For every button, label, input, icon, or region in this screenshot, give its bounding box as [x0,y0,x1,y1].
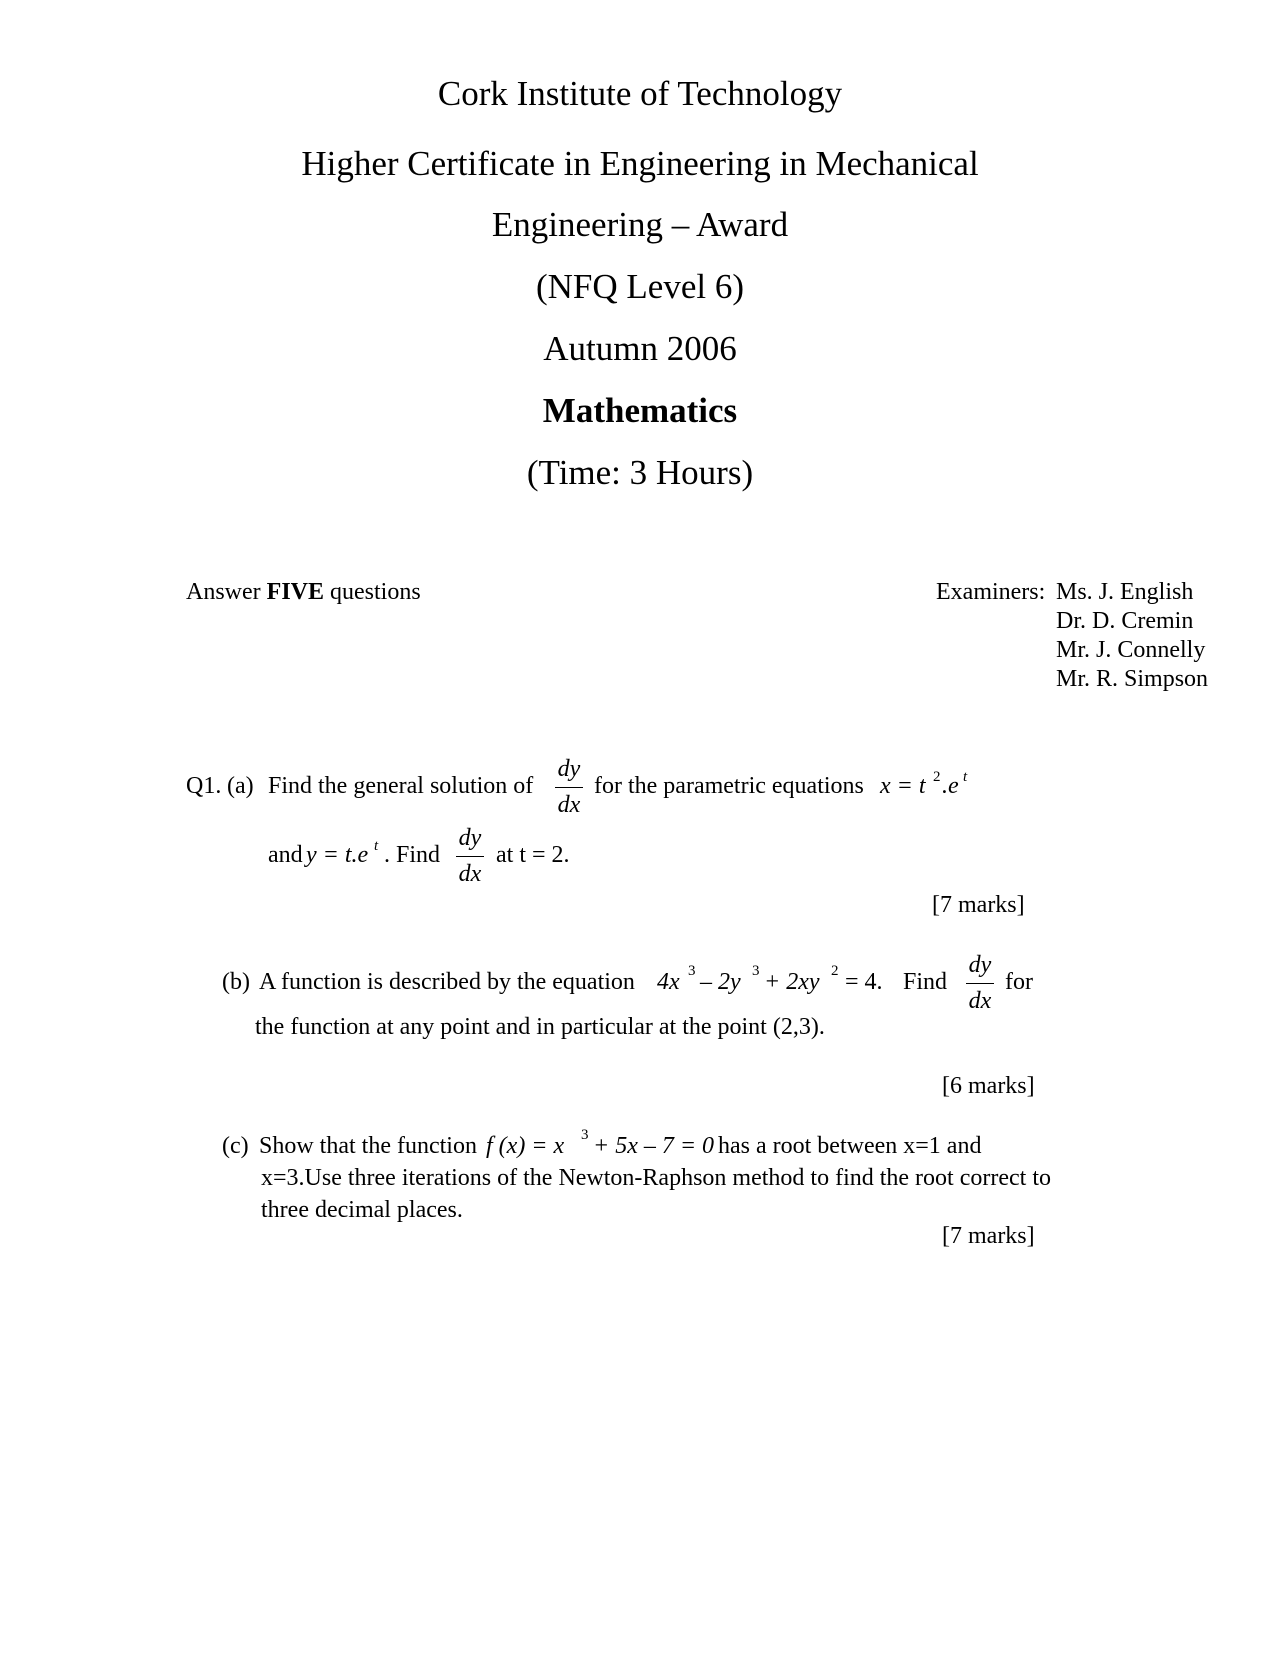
fraction-numerator: dy [968,952,992,978]
examiner-name: Ms. J. English [1056,579,1194,605]
equation-term: – 2y [700,969,741,995]
exponent: 3 [581,1127,589,1143]
exponent: 3 [688,963,696,979]
part-c-text: has a root between x=1 and [718,1133,982,1159]
examiner-name: Mr. R. Simpson [1056,666,1209,692]
part-c-marks: [7 marks] [942,1223,1035,1249]
answer-instruction [186,580,421,604]
equation-term: + 2xy [764,969,820,995]
fraction-numerator: dy [458,825,482,851]
part-b-label: (b) [222,969,250,995]
answer-prefix: Answer [186,579,261,605]
examiners-label: Examiners: [936,579,1046,605]
for-text: for [1005,969,1033,995]
part-b-text-line2: the function at any point and in particular at the point (2,3). [255,1014,825,1040]
part-b-marks: [6 marks] [942,1073,1035,1099]
part-b-text: A function is described by the equation [259,969,635,995]
exam-duration: (Time: 3 Hours) [526,453,754,492]
part-a-label: (a) [227,773,254,799]
examiner-name: Mr. J. Connelly [1056,637,1206,663]
part-a-text: for the parametric equations [594,773,864,799]
answer-count: FIVE [266,579,324,605]
answer-suffix: questions [330,579,421,605]
exponent: t [963,769,968,785]
equation-term: f (x) = x [486,1133,565,1159]
part-c-label: (c) [222,1133,249,1159]
part-a-marks: [7 marks] [932,892,1025,918]
fraction-denominator: dx [968,988,992,1014]
equation-term: = 4. [845,969,883,995]
fraction-bar [456,856,484,857]
exponent: 2 [831,963,839,979]
at-t-text: at t = 2. [496,842,570,868]
part-c-text: Show that the function [259,1133,477,1159]
equation-x-tail: .e [942,773,959,799]
and-text: and [268,842,303,868]
equation-term: + 5x – 7 = 0 [593,1133,715,1159]
nfq-level: (NFQ Level 6) [535,267,744,306]
fraction-denominator: dx [458,861,482,887]
exponent: 3 [752,963,760,979]
find-text: Find [903,969,948,995]
part-a-text: Find the general solution of [268,773,534,799]
fraction-denominator: dx [557,792,581,818]
part-c-text-line2: x=3.Use three iterations of the Newton-Raphson method to find the root correct to [261,1165,1051,1191]
exponent: 2 [933,769,941,785]
equation-term: 4x [657,969,680,995]
fraction-bar [555,787,583,788]
derivative-dy-dx [549,757,589,819]
exam-subject: Mathematics [542,391,738,430]
examiner-name: Dr. D. Cremin [1056,608,1194,634]
fraction-numerator: dy [557,756,581,782]
derivative-dy-dx [450,826,490,888]
programme-title-line2: Engineering – Award [491,205,789,244]
exponent: t [374,838,379,854]
part-c-text-line3: three decimal places. [261,1197,463,1223]
programme-title-line1: Higher Certificate in Engineering in Mechanical [301,144,979,183]
find-text: . Find [384,842,441,868]
exam-session: Autumn 2006 [543,329,737,368]
derivative-dy-dx [960,953,1000,1015]
equation-x: x = t [880,773,926,799]
question-number: Q1. [186,773,222,799]
fraction-bar [966,983,994,984]
institution-title: Cork Institute of Technology [437,74,843,113]
equation-y: y = t.e [306,842,369,868]
